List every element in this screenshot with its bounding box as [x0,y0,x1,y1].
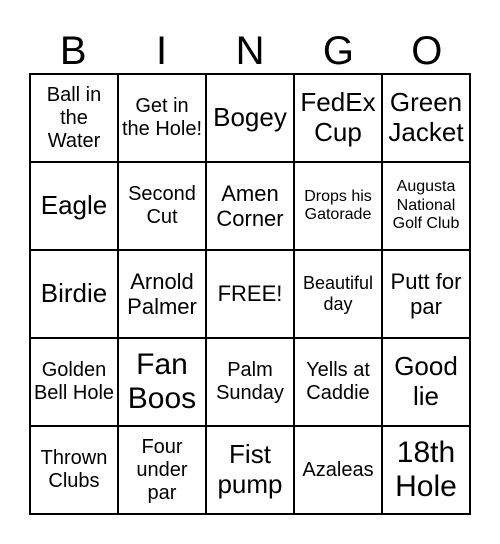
cell-text: Palm Sunday [216,359,284,404]
cell-text: Fan Boos [127,347,197,415]
header-letter-n: N [235,29,265,73]
bingo-cell[interactable] [382,162,470,250]
bingo-cell[interactable] [382,338,470,426]
bingo-cell[interactable] [30,426,118,514]
bingo-cell[interactable] [382,426,470,514]
bingo-cell[interactable] [294,74,382,162]
bingo-cell[interactable] [118,250,206,338]
bingo-cell[interactable] [118,426,206,514]
bingo-cell[interactable] [30,250,118,338]
free-space-label: FREE! [217,281,283,307]
cell-text: Yells at Caddie [306,359,370,404]
cell-text: Beautiful day [302,273,374,314]
bingo-cell[interactable] [206,338,294,426]
header-letter-o: O [411,29,443,73]
bingo-cell[interactable] [118,74,206,162]
cell-text: Thrown Clubs [40,447,108,492]
cell-text: Get in the Hole! [121,95,203,140]
bingo-cell[interactable] [294,250,382,338]
cell-text: Augusta National Golf Club [392,178,460,233]
bingo-cell[interactable] [206,74,294,162]
bingo-header [29,28,471,74]
bingo-cell[interactable] [294,162,382,250]
cell-text: Ball in the Water [46,83,102,152]
cell-text: Four under par [136,435,188,504]
bingo-cell[interactable] [206,162,294,250]
cell-text: Golden Bell Hole [33,359,115,404]
bingo-cell[interactable] [30,338,118,426]
free-space-cell[interactable] [206,250,294,338]
bingo-cell[interactable] [382,74,470,162]
cell-text: Drops his Gatorade [304,187,372,223]
cell-text: Second Cut [128,183,196,228]
bingo-cell[interactable] [206,426,294,514]
bingo-grid [29,73,471,515]
bingo-cell[interactable] [30,74,118,162]
header-letter-b: B [59,29,87,73]
cell-text: Bogey [213,102,287,133]
header-letter-g: G [322,29,354,73]
cell-text: 18th Hole [395,435,457,503]
bingo-cell[interactable] [118,338,206,426]
cell-text: Amen Corner [216,180,284,231]
cell-text: Fist pump [217,439,283,499]
cell-text: Green Jacket [388,87,464,147]
bingo-cell[interactable] [294,338,382,426]
bingo-cell[interactable] [30,162,118,250]
header-letter-i: I [156,29,168,73]
cell-text: Azaleas [302,458,374,481]
cell-text: Arnold Palmer [127,268,197,319]
cell-text: Eagle [40,190,108,221]
cell-text: Birdie [40,278,108,309]
bingo-cell[interactable] [382,250,470,338]
cell-text: Putt for par [390,268,462,319]
bingo-cell[interactable] [294,426,382,514]
cell-text: Good lie [394,351,458,411]
cell-text: FedEx Cup [300,87,376,147]
bingo-cell[interactable] [118,162,206,250]
